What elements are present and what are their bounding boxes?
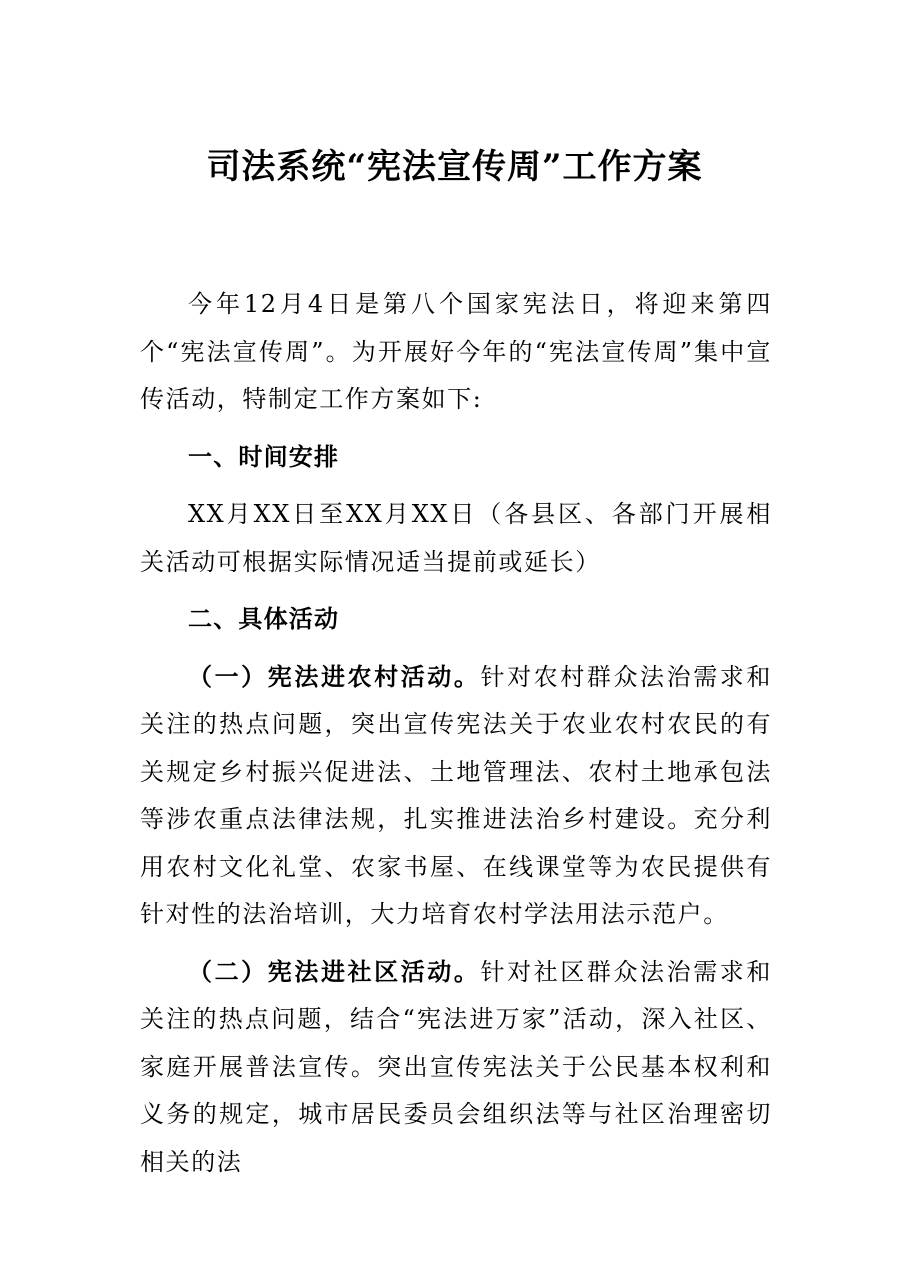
- paragraph-gap: [140, 939, 772, 949]
- activity-community-lead: （二）宪法进社区活动。: [188, 957, 481, 986]
- document-body: [140, 281, 772, 1186]
- activity-rural-lead: （一）宪法进农村活动。: [188, 662, 481, 691]
- activity-rural-paragraph: [140, 654, 772, 939]
- section-heading-activities: 二、具体活动: [188, 605, 340, 633]
- intro-paragraph: 今年12月4日是第八个国家宪法日，将迎来第四个“宪法宣传周”。为开展好今年的“宪法宣传周”集中宣传活动，特制定工作方案如下:: [140, 290, 772, 413]
- document-title: 司法系统“宪法宣传周”工作方案: [206, 147, 703, 187]
- activity-rural-text: 针对农村群众法治需求和关注的热点问题，突出宣传宪法关于农业农村农民的有关规定乡村振兴促进法、土地管理法、农村土地承包法等涉农重点法律法规，扎实推进法治乡村建设。充分利用农村文化礼堂、农家书屋、在线课堂等为农民提供有针对性的法治培训，大力培育农村学法用法示范户。: [140, 662, 772, 928]
- activity-community-text: 针对社区群众法治需求和关注的热点问题，结合“宪法进万家”活动，深入社区、家庭开展普法宣传。突出宣传宪法关于公民基本权利和义务的规定，城市居民委员会组织法等与社区治理密切相关的法: [140, 957, 772, 1176]
- time-paragraph: XX月XX日至XX月XX日（各县区、各部门开展相关活动可根据实际情况适当提前或延长）: [140, 500, 772, 576]
- activity-community-paragraph: [140, 949, 772, 1187]
- section-heading-time: 一、时间安排: [188, 442, 340, 471]
